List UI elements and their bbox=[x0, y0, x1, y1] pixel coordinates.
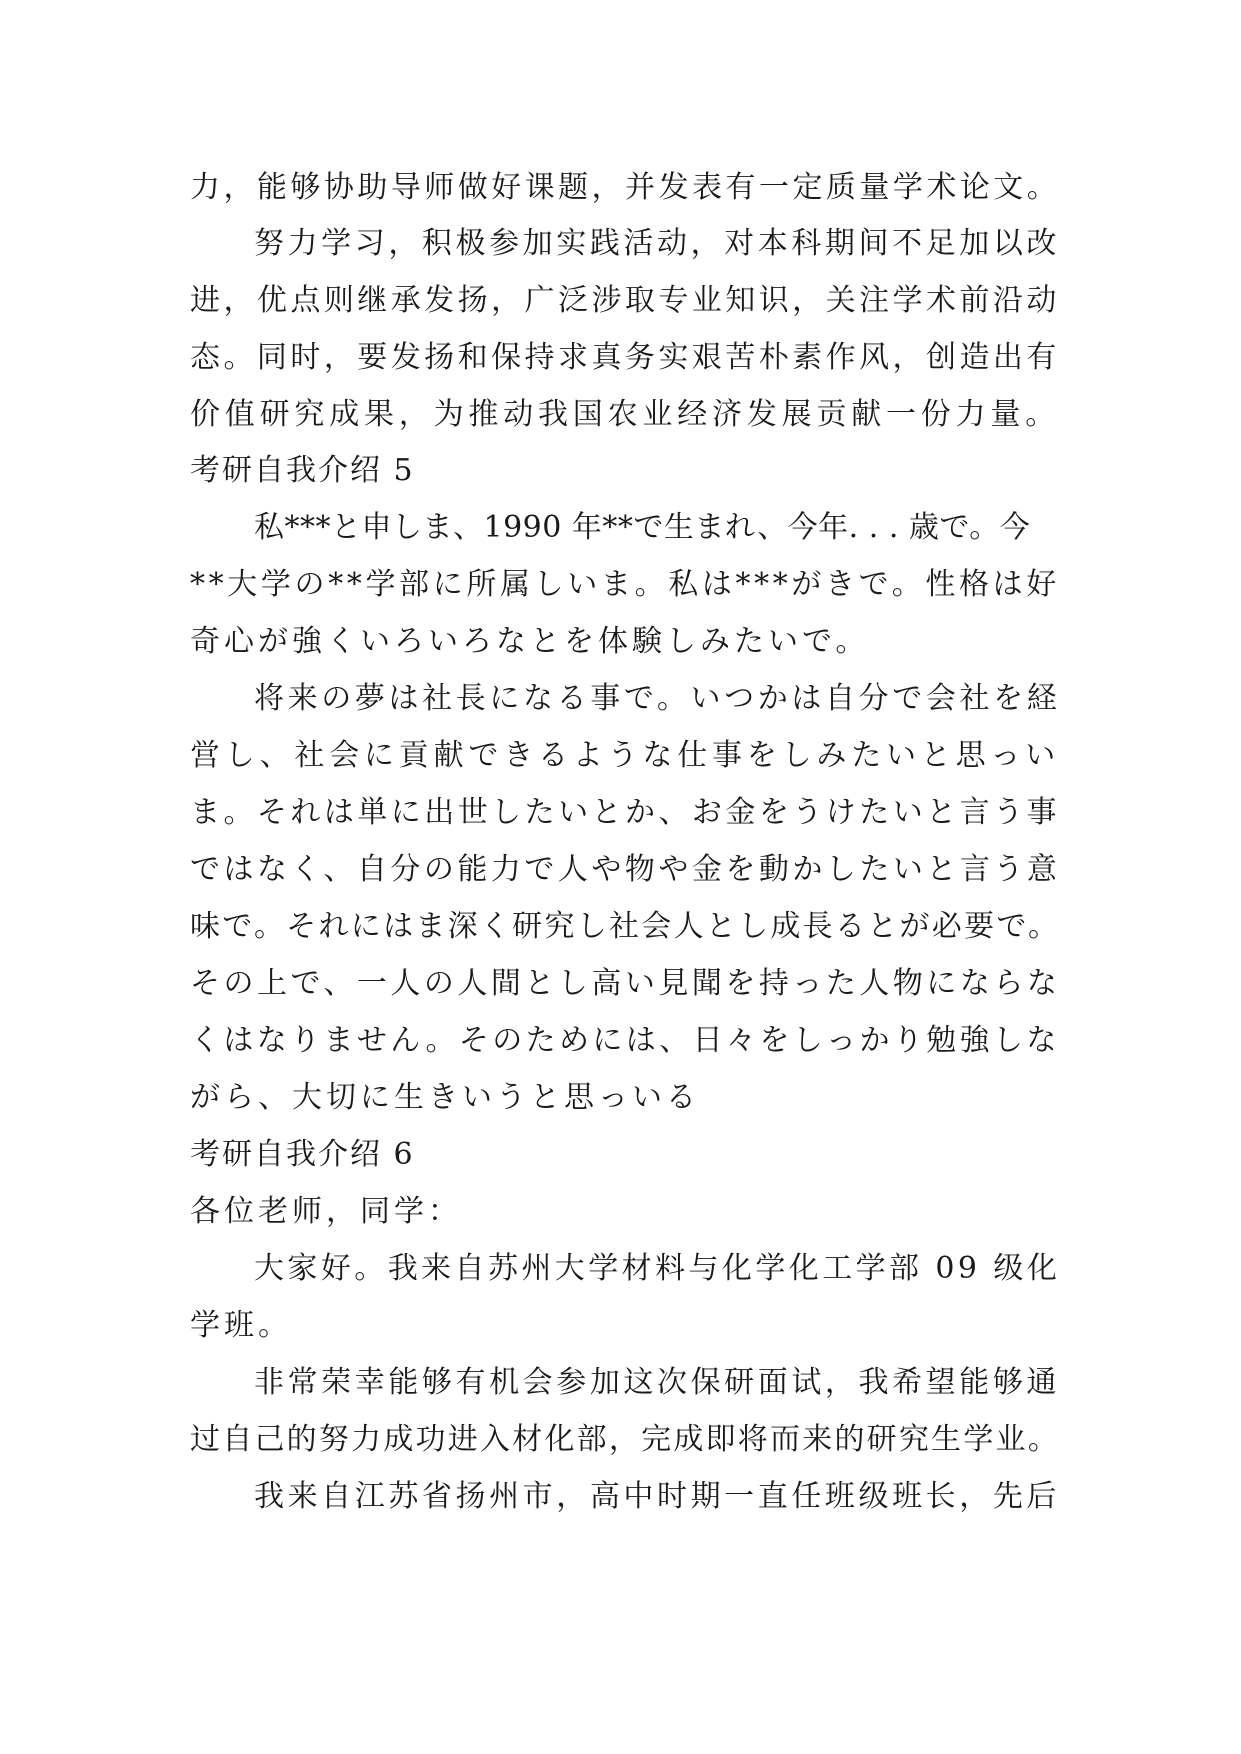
line-text: 进，优点则继承发扬，广泛涉取专业知识，关注学术前沿动 bbox=[190, 283, 1060, 318]
line-text: 奇心が強くいろいろなとを体験しみたいで。 bbox=[190, 624, 870, 659]
text-line bbox=[0, 390, 1241, 440]
line-text: 我来自江苏省扬州市，高中时期一直任班级班长，先后 bbox=[254, 1479, 1060, 1514]
text-line bbox=[0, 674, 1241, 724]
text-line bbox=[0, 1073, 1241, 1123]
text-line bbox=[0, 902, 1241, 952]
line-text: 大家好。我来自苏州大学材料与化学化工学部 09 级化 bbox=[254, 1251, 1061, 1286]
line-text: くはなりません。そのためには、日々をしっかり勉強しな bbox=[190, 1023, 1060, 1058]
heading-text: 考研自我介绍 6 bbox=[190, 1137, 415, 1172]
line-text: **大学の**学部に所属しいま。私は***がきで。性格は好 bbox=[190, 567, 1060, 602]
line-text: がら、大切に生きいうと思っいる bbox=[190, 1080, 700, 1115]
line-text: ではなく、自分の能力で人や物や金を動かしたいと言う意 bbox=[190, 852, 1061, 887]
line-text: 学班。 bbox=[190, 1308, 292, 1343]
line-text: 价值研究成果，为推动我国农业经济发展贡献一份力量。 bbox=[190, 397, 1060, 432]
salutation bbox=[0, 1187, 1241, 1237]
text-line bbox=[0, 1472, 1241, 1522]
text-line bbox=[0, 959, 1241, 1009]
section-heading bbox=[0, 1130, 1241, 1180]
section-heading bbox=[0, 446, 1241, 496]
line-text: 非常荣幸能够有机会参加这次保研面试，我希望能够通 bbox=[254, 1365, 1060, 1400]
text-line bbox=[0, 1244, 1241, 1294]
text-line bbox=[0, 788, 1241, 838]
line-text: 将来の夢は社長になる事で。いつかは自分で会社を経 bbox=[254, 681, 1061, 716]
line-text: 味で。それにはま深く研究し社会人とし成長るとが必要で。 bbox=[190, 909, 1061, 944]
line-text: 私***と申しま、1990 年**で生まれ、今年. . . 歳で。今 bbox=[254, 510, 1031, 545]
text-line bbox=[0, 617, 1241, 667]
text-line bbox=[0, 333, 1241, 383]
text-line bbox=[0, 219, 1241, 269]
line-text: 努力学习，积极参加实践活动，对本科期间不足加以改 bbox=[254, 226, 1060, 261]
text-line bbox=[0, 1301, 1241, 1351]
heading-text: 考研自我介绍 5 bbox=[190, 453, 415, 488]
text-line bbox=[0, 560, 1241, 610]
text-line bbox=[0, 503, 1241, 553]
line-text: 営し、社会に貢献できるような仕事をしみたいと思っい bbox=[190, 738, 1060, 773]
salutation-text: 各位老师，同学： bbox=[190, 1194, 462, 1229]
line-text: ま。それは単に出世したいとか、お金をうけたいと言う事 bbox=[190, 795, 1060, 830]
line-text: 力，能够协助导师做好课题，并发表有一定质量学术论文。 bbox=[190, 170, 1061, 205]
line-text: その上で、一人の人間とし高い見聞を持った人物にならな bbox=[190, 966, 1061, 1001]
text-line bbox=[0, 1358, 1241, 1408]
line-text: 态。同时，要发扬和保持求真务实艰苦朴素作风，创造出有 bbox=[190, 340, 1060, 375]
text-line bbox=[0, 163, 1241, 213]
line-text: 过自己的努力成功进入材化部，完成即将而来的研究生学业。 bbox=[190, 1422, 1060, 1457]
text-line bbox=[0, 1415, 1241, 1465]
text-line bbox=[0, 1016, 1241, 1066]
text-line bbox=[0, 845, 1241, 895]
text-line bbox=[0, 731, 1241, 781]
text-line bbox=[0, 276, 1241, 326]
